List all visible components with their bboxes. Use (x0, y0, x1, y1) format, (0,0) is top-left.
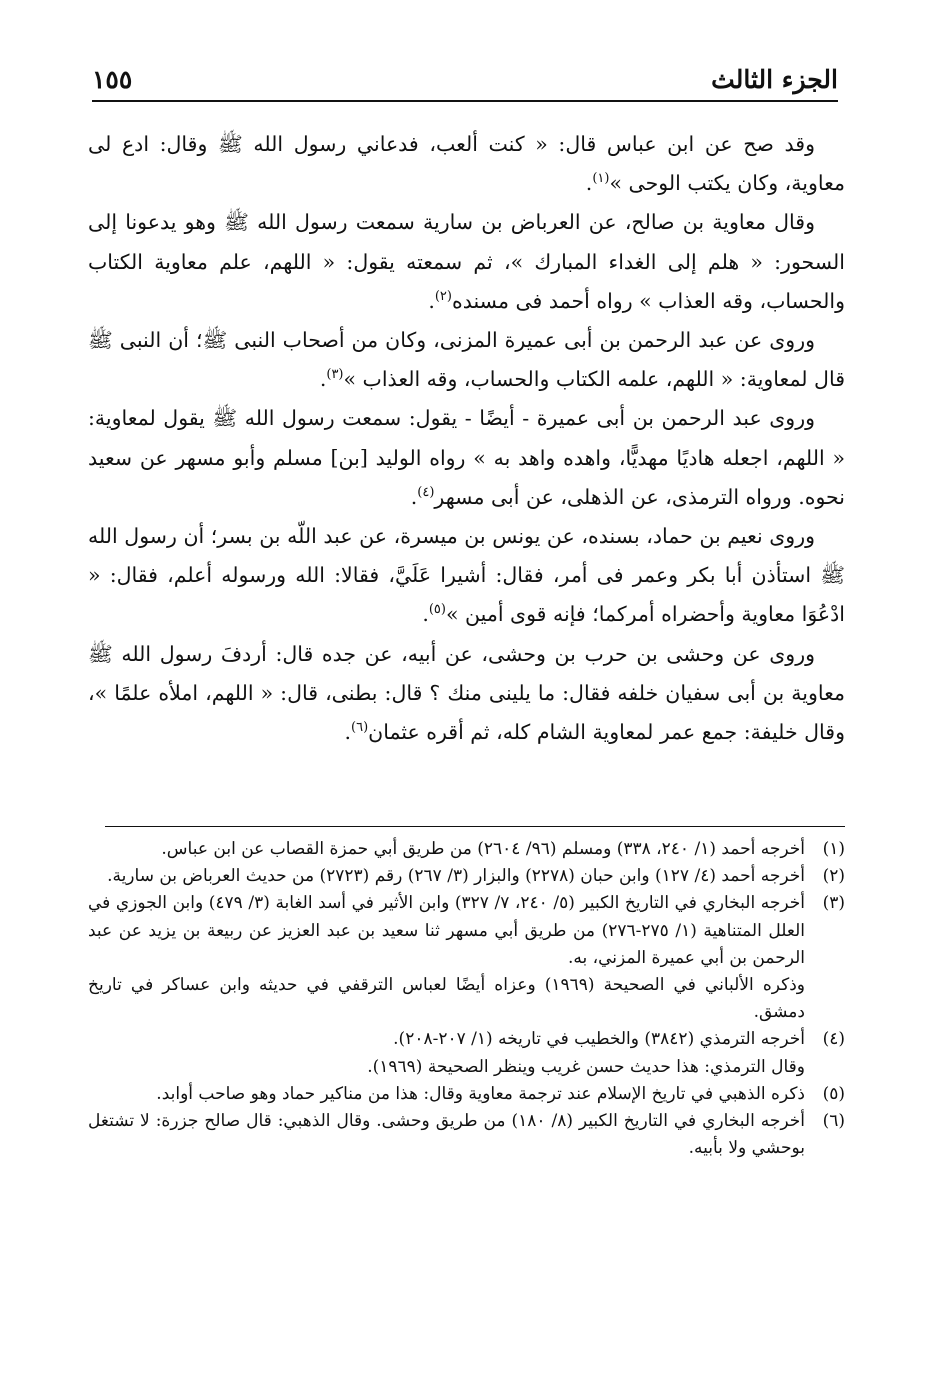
footnote (88, 1081, 845, 1108)
footnote (88, 863, 845, 890)
footnote-divider (105, 826, 845, 827)
paragraph: وقد صح عن ابن عباس قال: « كنت ألعب، فدعاني رسول الله ﷺ وقال: ادع لى معاوية، وكان يكتب الوحى »$^{(١)}$. (88, 132, 845, 196)
page-header (92, 52, 838, 102)
footnote-number: (٥) (822, 1083, 845, 1104)
footnote-text: ذكره الذهبي في تاريخ الإسلام عند ترجمة معاوية وقال: هذا من مناكير حماد وهو صاحب أوابد. (156, 1083, 805, 1104)
footnote (88, 1108, 845, 1162)
footnote-number: (٢) (822, 866, 845, 887)
footnote-text: أخرجه البخاري في التاريخ الكبير (٥/ ٢٤٠، ٧/ ٣٢٧) وابن الأثير في أسد الغابة (٣/ ٤٧٩) وابن الجوزي في العلل المتناهية (١/ ٢٧٥-٢٧٦) من طريق أبي مسهر ثنا سعيد بن عبد العزيز عن ربيعة بن يزيد عن عبد الرحمن بن أبي عميرة المزني، به. وذكره الألباني في الصحيحة (١٩٦٩) وعزاه أيضًا لعباس الترقفي في حديثه وابن عساكر في تاريخ دمشق. (88, 893, 805, 1023)
footnote-ref: (٢) (434, 288, 452, 304)
footnote-text: أخرجه البخاري في التاريخ الكبير (٨/ ١٨٠) من طريق وحشى. وقال الذهبي: قال صالح جزرة: لا تشتغل بوحشي ولا بأبيه. (88, 1111, 805, 1159)
footnote-text: أخرجه أحمد (٤/ ١٢٧) وابن حبان (٢٢٧٨) والبزار (٣/ ٢٦٧) رقم (٢٧٢٣) من حديث العرباض بن سارية. (107, 866, 805, 887)
footnotes (88, 836, 845, 1162)
page-number: ١٥٥ (92, 65, 133, 94)
footnote-ref: (٦) (351, 720, 369, 736)
paragraph: وروى عن عبد الرحمن بن أبى عميرة المزنى، وكان من أصحاب النبى ﷺ؛ أن النبى ﷺ قال لمعاوية: « اللهم، علمه الكتاب والحساب، وقه العذاب »$^{(٣)}$. (88, 328, 845, 392)
footnote-text: أخرجه أحمد (١/ ٢٤٠، ٣٣٨) ومسلم (٩٦/ ٢٦٠٤) من طريق أبي حمزة القصاب عن ابن عباس. (161, 839, 805, 859)
footnote (88, 890, 845, 1026)
footnote-text: أخرجه الترمذي (٣٨٤٢) والخطيب في تاريخه (١/ ٢٠٧-٢٠٨). وقال الترمذي: هذا حديث حسن غريب وينظر الصحيحة (١٩٦٩). (367, 1029, 805, 1077)
footnote-ref: (٥) (428, 602, 446, 618)
paragraph: وقال معاوية بن صالح، عن العرباض بن سارية سمعت رسول الله ﷺ وهو يدعونا إلى السحور: « هلم إلى الغداء المبارك »، ثم سمعته يقول: « اللهم، علم معاوية الكتاب والحساب، وقه العذاب » رواه أحمد فى مسنده$^{(٢)}$. (88, 210, 845, 313)
footnote-number: (٤) (822, 1029, 845, 1050)
footnote (88, 1026, 845, 1080)
footnote-number: (٣) (822, 893, 845, 914)
paragraph: وروى عن وحشى بن حرب بن وحشى، عن أبيه، عن جده قال: أردفَ رسول الله ﷺ معاوية بن أبى سفيان خلفه فقال: ما يلينى منك ؟ قال: بطنى، قال: « اللهم، املأه علمًا »، وقال خليفة: جمع عمر لمعاوية الشام كله، ثم أقره عثمان$^{(٦)}$. (88, 641, 845, 745)
running-title: الجزء الثالث (711, 65, 838, 94)
footnote-ref: (٣) (326, 367, 344, 383)
main-text (88, 125, 845, 752)
paragraph: وروى عبد الرحمن بن أبى عميرة - أيضًا - يقول: سمعت رسول الله ﷺ يقول لمعاوية: « اللهم، اجعله هاديًا مهديًّا، واهده واهد به » رواه الوليد [بن] مسلم وأبو مسهر عن سعيد نحوه. ورواه الترمذى، عن الذهلى، عن أبى مسهر$^{(٤)}$. (88, 406, 845, 509)
footnote-ref: (١) (592, 171, 610, 187)
footnote (88, 836, 845, 863)
footnote-number: (١) (822, 839, 845, 859)
footnote-ref: (٤) (417, 485, 435, 500)
footnote-number: (٦) (822, 1111, 845, 1132)
paragraph: وروى نعيم بن حماد، بسنده، عن يونس بن ميسرة، عن عبد اللّه بن بسر؛ أن رسول الله ﷺ استأذن أبا بكر وعمر فى أمر، فقال: أشيرا عَلَيَّ، فقالا: الله ورسوله أعلم، فقال: « ادْعُوَا معاوية وأحضراه أمركما؛ فإنه قوى أمين »$^{(٥)}$. (88, 524, 845, 627)
